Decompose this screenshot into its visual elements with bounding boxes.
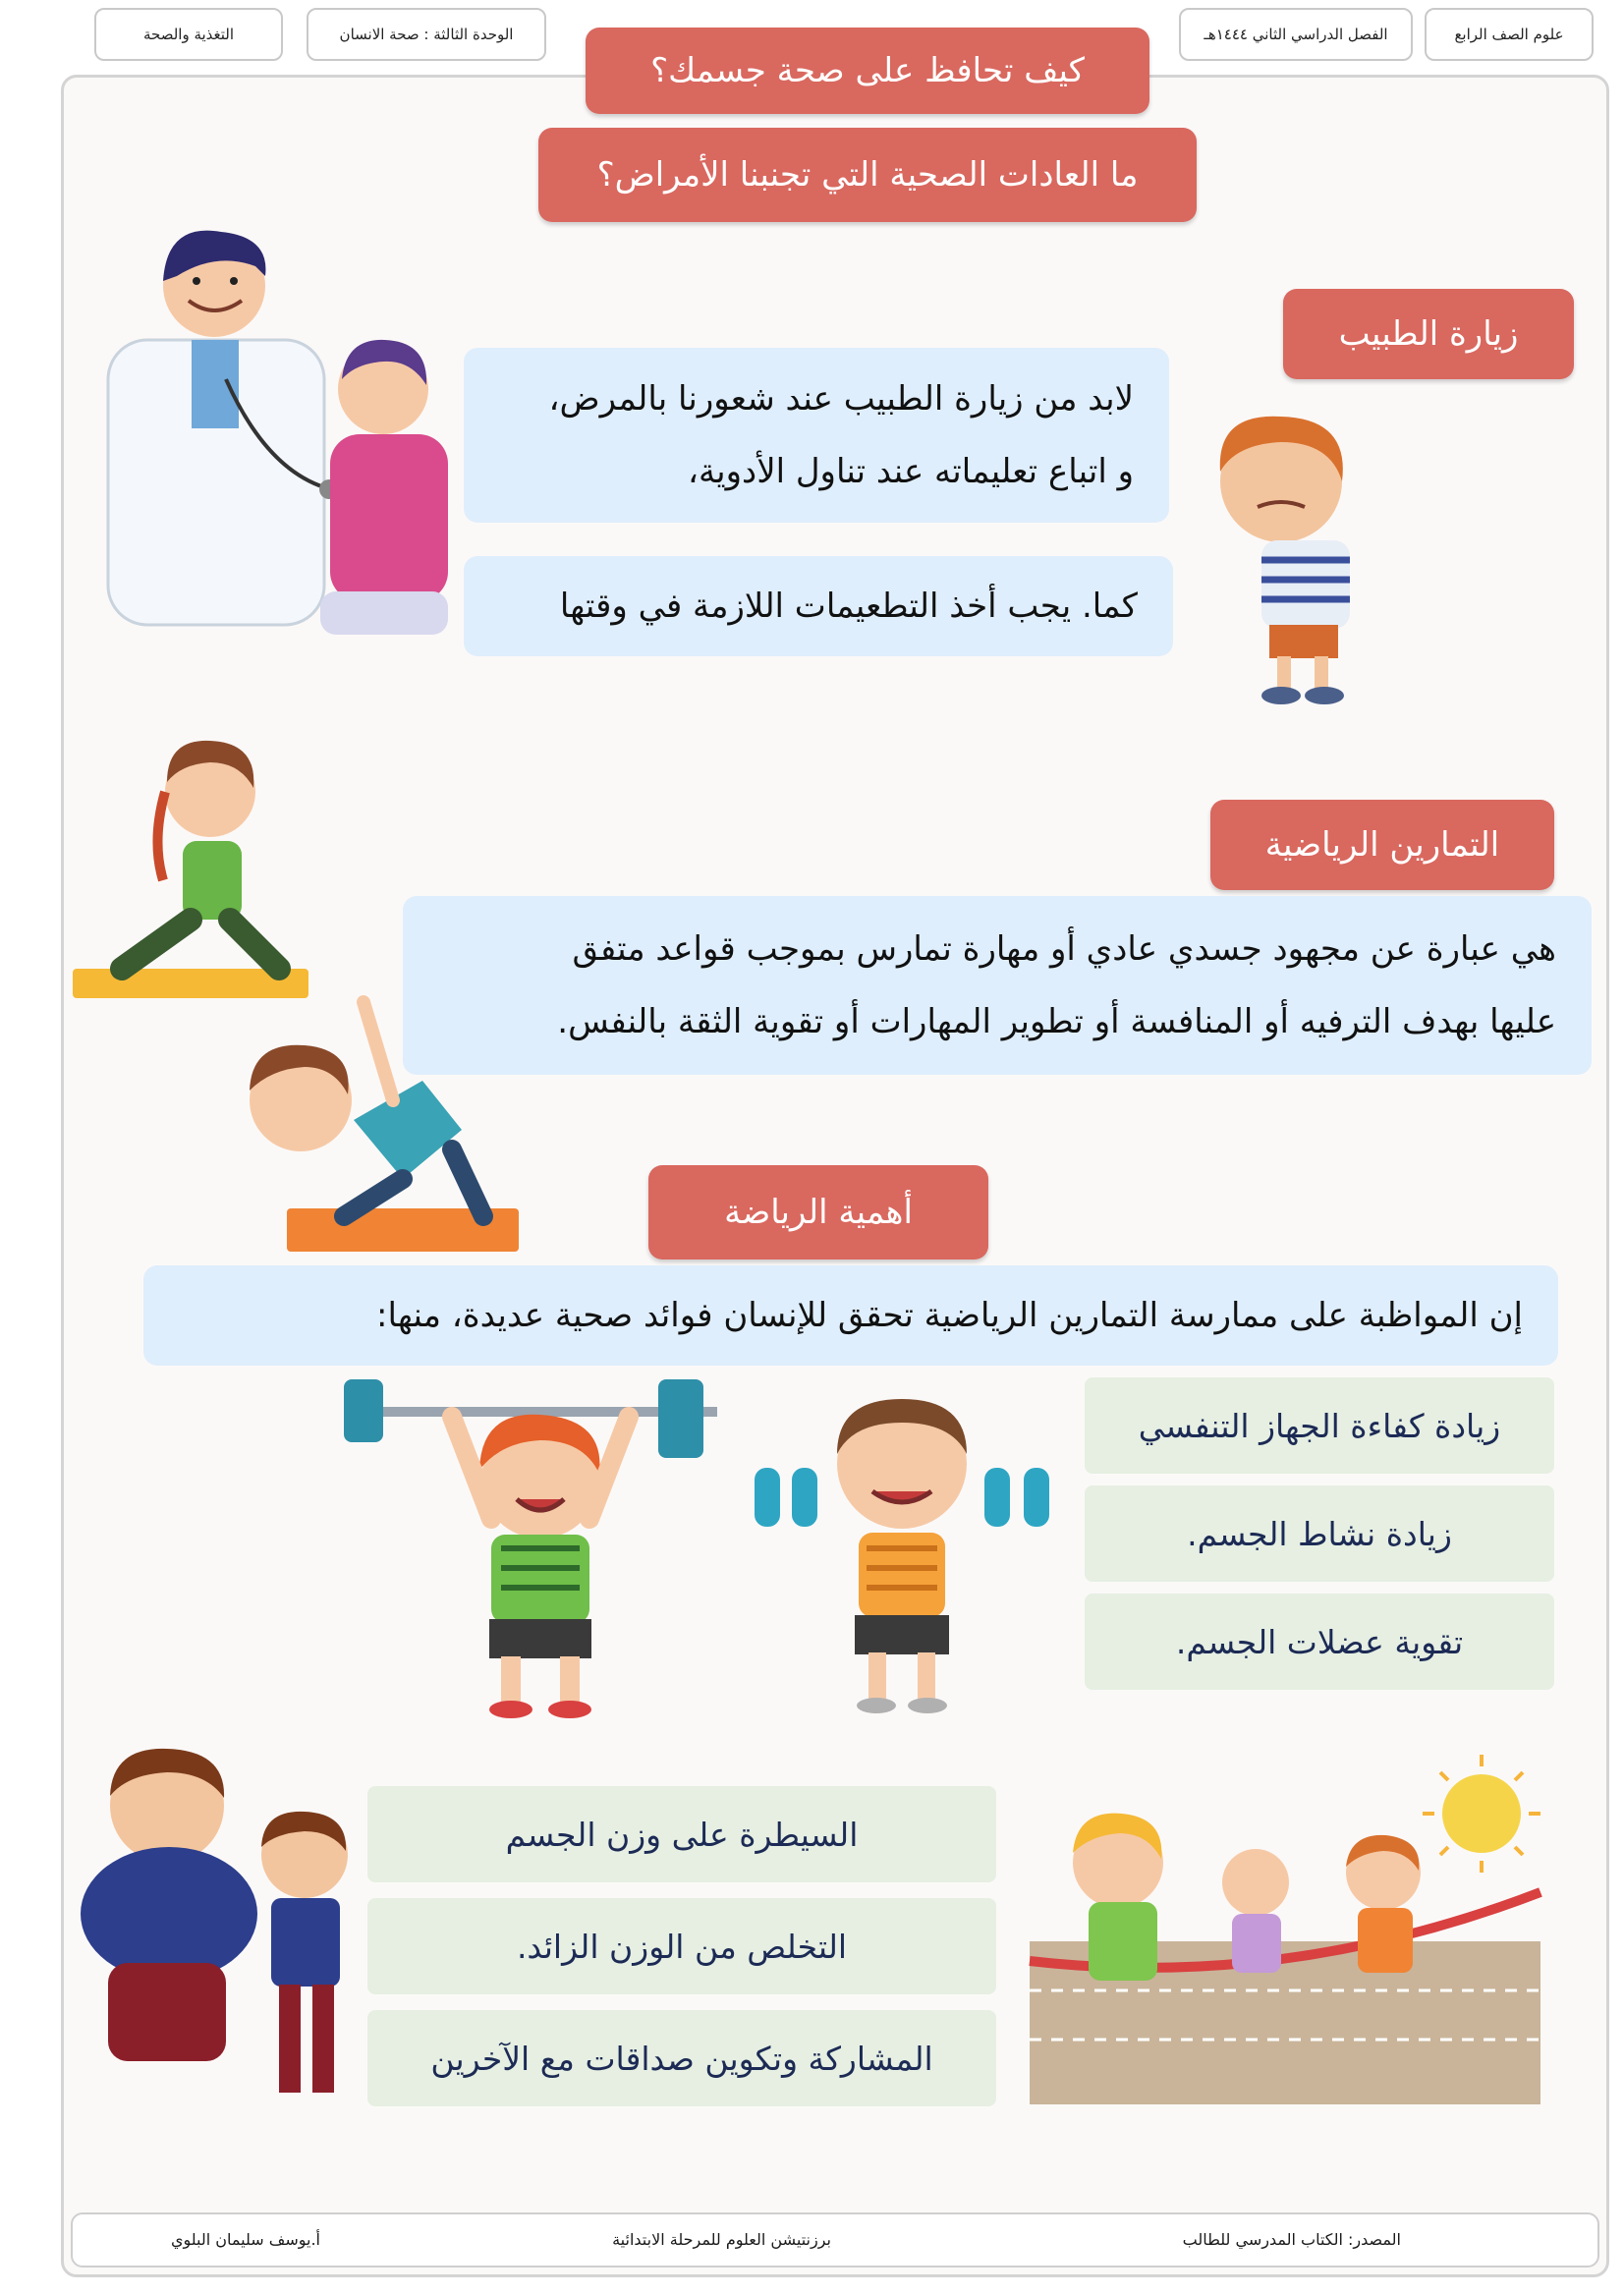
benefit-box-1 xyxy=(1085,1377,1554,1474)
boy-dumbbells-illustration xyxy=(745,1375,1059,1719)
doctor-text-line2: و اتباع تعليماته عند تناول الأدوية، xyxy=(687,452,1134,491)
header-unit: الوحدة الثالثة : صحة الانسان xyxy=(307,8,546,61)
girl-triangle-pose-illustration xyxy=(226,992,521,1258)
importance-intro: إن المواظبة على ممارسة التمارين الرياضية تحقق للإنسان فوائد صحية عديدة، منها: xyxy=(376,1296,1523,1335)
exercise-text-box xyxy=(403,896,1592,1075)
benefit-box-5 xyxy=(367,1898,996,1994)
doctor-text-box xyxy=(464,348,1169,523)
benefit-text: تقوية عضلات الجسم. xyxy=(1175,1622,1464,1661)
header-topic: التغذية والصحة xyxy=(94,8,283,61)
footer-source: المصدر: الكتاب المدرسي للطالب xyxy=(1182,2230,1401,2249)
footer-title: برزنتيشن العلوم للمرحلة الابتدائية xyxy=(612,2230,831,2249)
doctor-section-title: زيارة الطبيب xyxy=(1283,289,1574,379)
exercise-text-line1: هي عبارة عن مجهود جسدي عادي أو مهارة تمارس بموجب قواعد متفق xyxy=(572,929,1556,969)
boy-barbell-illustration xyxy=(334,1371,737,1735)
exercise-text-line2: عليها بهدف الترفيه أو المنافسة أو تطوير المهارات أو تقوية الثقة بالنفس. xyxy=(557,1002,1556,1041)
girl-yoga-lunge-illustration xyxy=(73,733,314,1008)
benefit-text: زيادة نشاط الجسم. xyxy=(1187,1514,1452,1553)
exercise-section-title: التمارين الرياضية xyxy=(1210,800,1554,890)
header-semester: الفصل الدراسي الثاني ١٤٤٤هـ xyxy=(1179,8,1413,61)
header-grade: علوم الصف الرابع xyxy=(1425,8,1594,61)
vaccine-text-box xyxy=(464,556,1173,656)
benefit-text: زيادة كفاءة الجهاز التنفسي xyxy=(1138,1406,1501,1445)
main-title: كيف تحافظ على صحة جسمك؟ xyxy=(586,28,1149,114)
question-title: ما العادات الصحية التي تجنبنا الأمراض؟ xyxy=(538,128,1197,222)
benefit-box-2 xyxy=(1085,1485,1554,1582)
footer-author: أ.يوسف سليمان البلوي xyxy=(170,2230,320,2249)
importance-intro-box xyxy=(143,1265,1558,1366)
vaccine-text: كما. يجب أخذ التطعيمات اللازمة في وقتها xyxy=(559,587,1138,626)
importance-section-title: أهمية الرياضة xyxy=(648,1165,988,1259)
footer xyxy=(71,2212,1599,2267)
benefit-box-3 xyxy=(1085,1594,1554,1690)
benefit-text: المشاركة وتكوين صداقات مع الآخرين xyxy=(430,2039,933,2078)
overweight-boy-illustration xyxy=(79,1737,364,2120)
benefit-box-4 xyxy=(367,1786,996,1882)
doctor-text-line1: لابد من زيارة الطبيب عند شعورنا بالمرض، xyxy=(548,379,1134,419)
children-race-illustration xyxy=(1030,1745,1540,2104)
benefit-text: السيطرة على وزن الجسم xyxy=(505,1815,859,1854)
doctor-examining-boy-illustration xyxy=(98,222,462,639)
sick-boy-illustration xyxy=(1193,403,1389,707)
benefit-box-6 xyxy=(367,2010,996,2106)
benefit-text: التخلص من الوزن الزائد. xyxy=(516,1927,848,1966)
